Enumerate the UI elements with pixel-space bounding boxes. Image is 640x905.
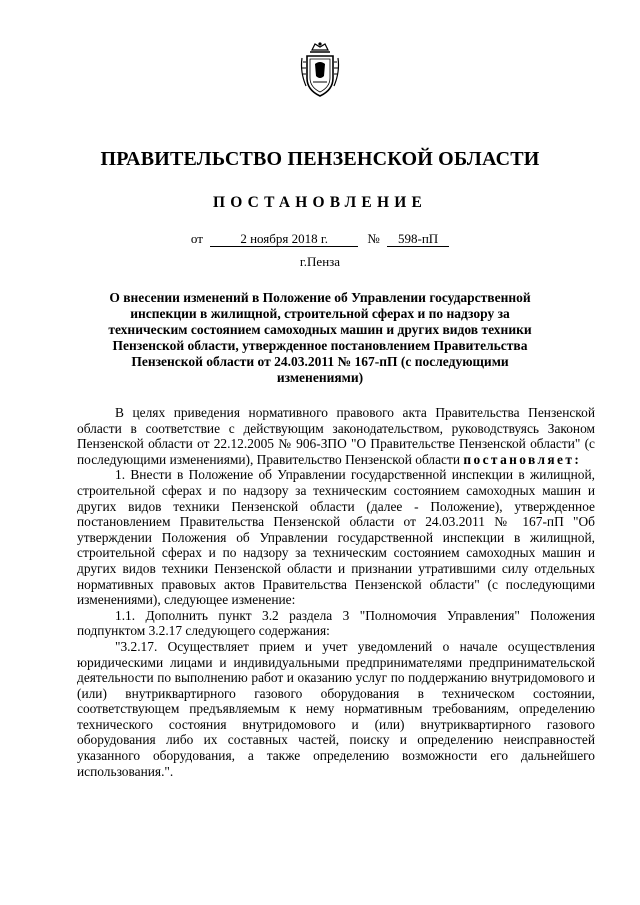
decree-number: 598-пП [387, 231, 449, 247]
government-name: ПРАВИТЕЛЬСТВО ПЕНЗЕНСКОЙ ОБЛАСТИ [100, 148, 540, 170]
date-number-line [0, 231, 640, 247]
document-body [77, 405, 595, 779]
city: г.Пенза [299, 254, 341, 269]
preamble-paragraph [77, 405, 595, 467]
document-type: ПОСТАНОВЛЕНИЕ [212, 194, 428, 211]
paragraph-3-2-17: "3.2.17. Осуществляет прием и учет уведомлений о начале осуществления юридическими лицами и индивидуальными предпринимателями предпринимательской деятельности по выполнению работ и оказанию услуг по поддержанию внутридомового и (или) внутриквартирного газового оборудования в техническом состоянии, соответствующем предъявляемым к нему нормативным требованиям, определению технического состояния внутридомового и (или) внутриквартирного газового оборудования либо их составных частей, поиску и определению неисправностей указанного оборудования, а также определению возможности его дальнейшего использования.". [77, 638, 595, 779]
paragraph-1-1: 1.1. Дополнить пункт 3.2 раздела 3 "Полномочия Управления" Положения подпунктом 3.2.17 следующего содержания: [77, 607, 595, 639]
decree-date: 2 ноября 2018 г. [210, 231, 358, 247]
date-prefix: от [190, 231, 203, 246]
preamble-text: В целях приведения нормативного правового акта Правительства Пензенской области в соответствие с действующим законодательством, руководствуясь Законом Пензенской области от 22.12.2005 № 906-ЗПО "О Правительстве Пензенской области" (с последующими изменениями), Правительство Пензенской области [77, 405, 595, 467]
paragraph-1: 1. Внести в Положение об Управлении государственной инспекции в жилищной, строительной сферах и по надзору за техническим состоянием самоходных машин и других видов техники Пензенской области (далее - Положение), утвержденное постановлением Правительства Пензенской области от 24.03.2011 № 167-пП "Об утверждении Положения об Управлении государственной инспекции в жилищной, строительной сферах и по надзору за техническим состоянием самоходных машин и других видов техники Пензенской области и признании утратившими силу отдельных нормативных правовых актов Правительства Пензенской области" (с последующими изменениями), следующее изменение: [77, 467, 595, 608]
document-title: О внесении изменений в Положение об Управлении государственной инспекции в жилищной, строительной сферах и по надзору за техническим состоянием самоходных машин и других видов техники Пензенской области, утвержденное постановлением Правительства Пензенской области от 24.03.2011 № 167-пП (с последующими изменениями) [108, 290, 532, 385]
coat-of-arms-emblem [298, 40, 342, 100]
number-sign: № [367, 231, 380, 246]
resolves-emphasis: постановляет: [463, 451, 582, 467]
